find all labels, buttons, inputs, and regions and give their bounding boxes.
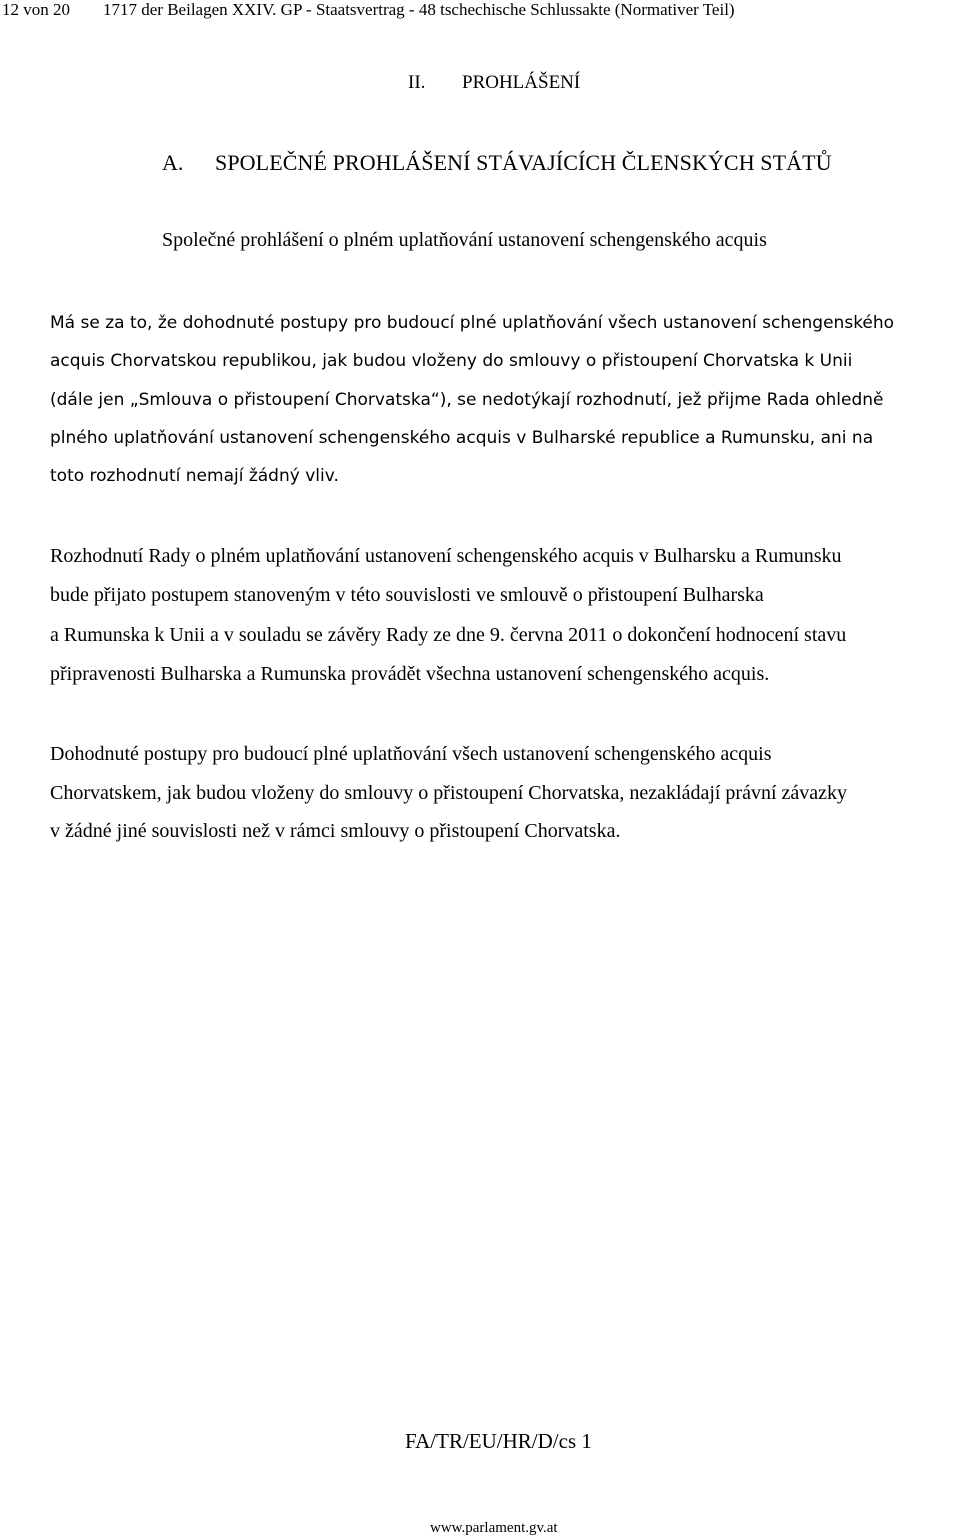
paragraph-line: acquis Chorvatskou republikou, jak budou vloženy do smlouvy o přistoupení Chorvatska k Unii xyxy=(50,351,853,372)
paragraph-line: Dohodnuté postupy pro budoucí plné uplatňování všech ustanovení schengenského acquis xyxy=(50,743,772,765)
paragraph-line: připravenosti Bulharska a Rumunska provádět všechna ustanovení schengenského acquis. xyxy=(50,662,770,685)
page-number: 12 von 20 xyxy=(2,0,70,19)
paragraph-line: v žádné jiné souvislosti než v rámci smlouvy o přistoupení Chorvatska. xyxy=(50,820,621,842)
paragraph-line: plného uplatňování ustanovení schengenského acquis v Bulharské republice a Rumunsku, ani na xyxy=(50,427,874,448)
paragraph-1 xyxy=(50,304,930,495)
section-title: PROHLÁŠENÍ xyxy=(462,72,581,93)
paragraph-line: (dále jen „Smlouva o přistoupení Chorvatska“), se nedotýkají rozhodnutí, jež přijme Rada ohledně xyxy=(50,389,884,410)
footer-url: www.parlament.gv.at xyxy=(430,1520,558,1536)
paragraph-line: a Rumunska k Unii a v souladu se závěry Rady ze dne 9. června 2011 o dokončení hodnocení stavu xyxy=(50,623,847,646)
paragraph-line: Má se za to, že dohodnuté postupy pro budoucí plné uplatňování všech ustanovení schengenského xyxy=(50,313,895,333)
declaration-title: Společné prohlášení o plném uplatňování ustanovení schengenského acquis xyxy=(162,229,767,251)
paragraph-line: bude přijato postupem stanoveným v této souvislosti ve smlouvě o přistoupení Bulharska xyxy=(50,584,764,607)
paragraph-3 xyxy=(50,735,930,851)
paragraph-2 xyxy=(50,537,930,694)
footer-document-code: FA/TR/EU/HR/D/cs 1 xyxy=(405,1429,592,1453)
subsection-letter: A. xyxy=(162,150,184,175)
subsection-title: SPOLEČNÉ PROHLÁŠENÍ STÁVAJÍCÍCH ČLENSKÝCH STÁTŮ xyxy=(215,150,832,175)
paragraph-line: Chorvatskem, jak budou vloženy do smlouvy o přistoupení Chorvatska, nezakládají právní závazky xyxy=(50,781,848,804)
document-header-title: 1717 der Beilagen XXIV. GP - Staatsvertrag - 48 tschechische Schlussakte (Normativer Teil) xyxy=(103,0,735,19)
paragraph-line: Rozhodnutí Rady o plném uplatňování ustanovení schengenského acquis v Bulharsku a Rumunsku xyxy=(50,545,842,567)
paragraph-line: toto rozhodnutí nemají žádný vliv. xyxy=(50,466,339,487)
section-number: II. xyxy=(408,72,426,93)
